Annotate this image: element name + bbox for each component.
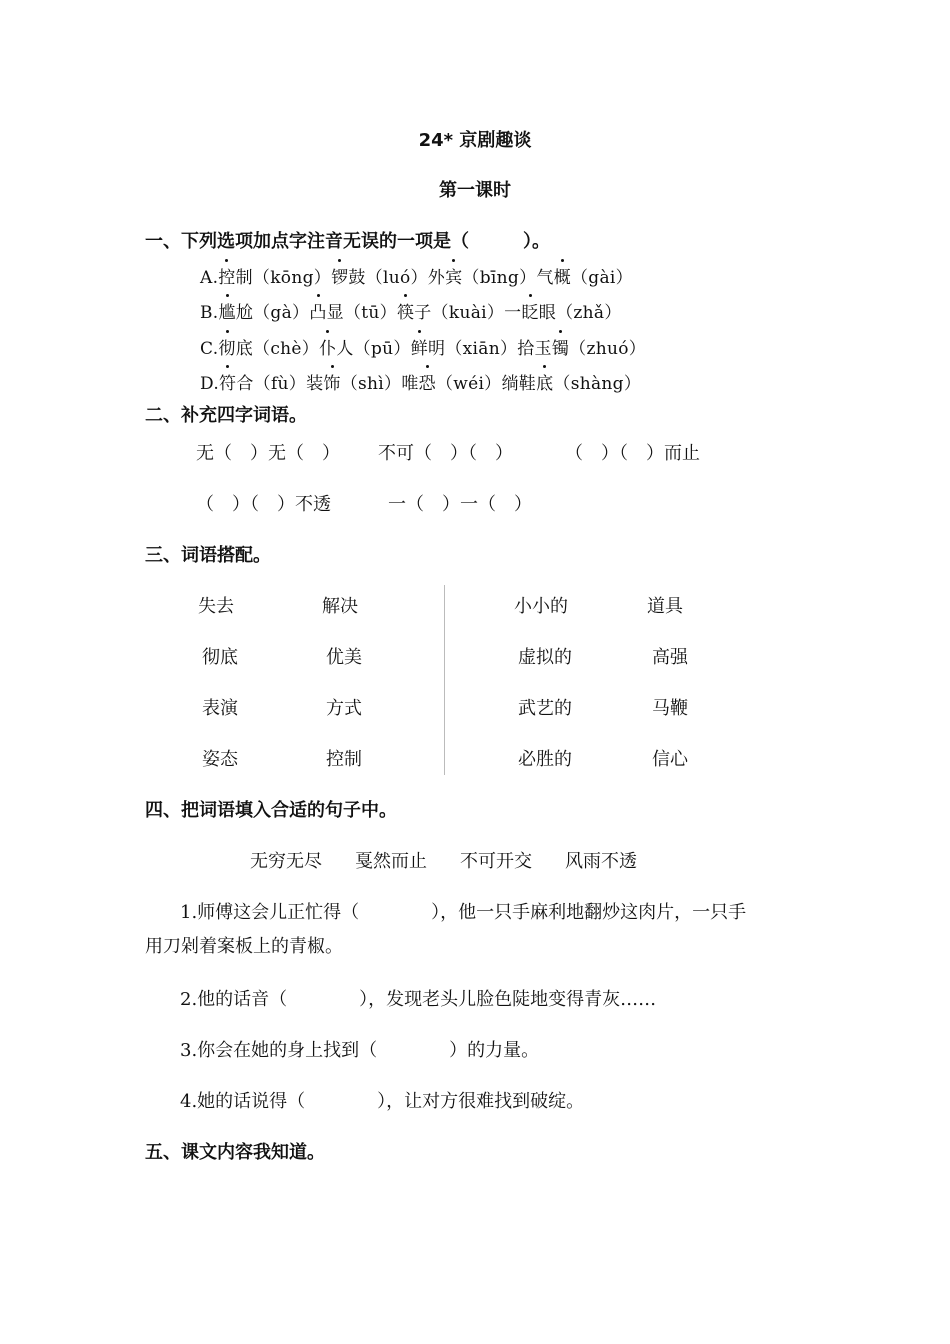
page-title: 24* 京剧趣谈 [418, 130, 532, 151]
q2-blank-3: （ ）（ ）而止 [565, 443, 700, 464]
match-word: 彻底 [202, 647, 238, 668]
q2-blank-1: 无（ ）无（ ） [196, 443, 340, 464]
q2-blank-5: 一（ ）一（ ） [388, 494, 532, 515]
match-word: 失去 [198, 596, 234, 617]
q5-heading: 五、课文内容我知道。 [145, 1142, 325, 1163]
word-bank-item: 不可开交 [460, 851, 532, 872]
match-word: 小小的 [514, 596, 568, 617]
q1-option-d: D.符合（fù）装饰（shì）唯恐（wéi）绱鞋底（shàng） [200, 369, 641, 394]
q3-heading: 三、词语搭配。 [145, 545, 271, 566]
q2-blank-4: （ ）（ ）不透 [196, 494, 331, 515]
q1-option-b: B.尴尬（gà）凸显（tū）筷子（kuài）一眨眼（zhǎ） [200, 298, 622, 323]
q4-heading: 四、把词语填入合适的句子中。 [145, 800, 397, 821]
match-word: 武艺的 [518, 698, 572, 719]
q1-option-a: A.控制（kōng）锣鼓（luó）外宾（bīng）气概（gài） [200, 263, 633, 288]
match-word: 虚拟的 [518, 647, 572, 668]
match-word: 姿态 [202, 749, 238, 770]
q1-option-c: C.彻底（chè）仆人（pū）鲜明（xiān）拾玉镯（zhuó） [200, 334, 646, 359]
word-bank-item: 戛然而止 [355, 851, 427, 872]
q2-heading: 二、补充四字词语。 [145, 405, 307, 426]
q4-sentence-1: 1.师傅这会儿正忙得（ ），他一只手麻利地翻炒这肉片，一只手 [180, 902, 747, 923]
match-word: 信心 [652, 749, 688, 770]
match-word: 解决 [322, 596, 358, 617]
word-bank-item: 风雨不透 [565, 851, 637, 872]
match-word: 方式 [326, 698, 362, 719]
match-word: 控制 [326, 749, 362, 770]
column-divider [444, 585, 445, 775]
q1-heading: 一、下列选项加点字注音无误的一项是（ ）。 [145, 231, 550, 252]
match-word: 道具 [647, 596, 683, 617]
word-bank-item: 无穷无尽 [250, 851, 322, 872]
page-subtitle: 第一课时 [439, 180, 511, 201]
match-word: 马鞭 [652, 698, 688, 719]
q4-sentence-4: 4.她的话说得（ ），让对方很难找到破绽。 [180, 1091, 585, 1112]
q4-sentence-2: 2.他的话音（ ），发现老头儿脸色陡地变得青灰…… [180, 989, 657, 1010]
match-word: 高强 [652, 647, 688, 668]
match-word: 必胜的 [518, 749, 572, 770]
q4-sentence-3: 3.你会在她的身上找到（ ）的力量。 [180, 1040, 540, 1061]
match-word: 优美 [326, 647, 362, 668]
match-word: 表演 [202, 698, 238, 719]
q4-sentence-1-cont: 用刀剁着案板上的青椒。 [145, 936, 343, 957]
q2-blank-2: 不可（ ）（ ） [378, 443, 513, 464]
